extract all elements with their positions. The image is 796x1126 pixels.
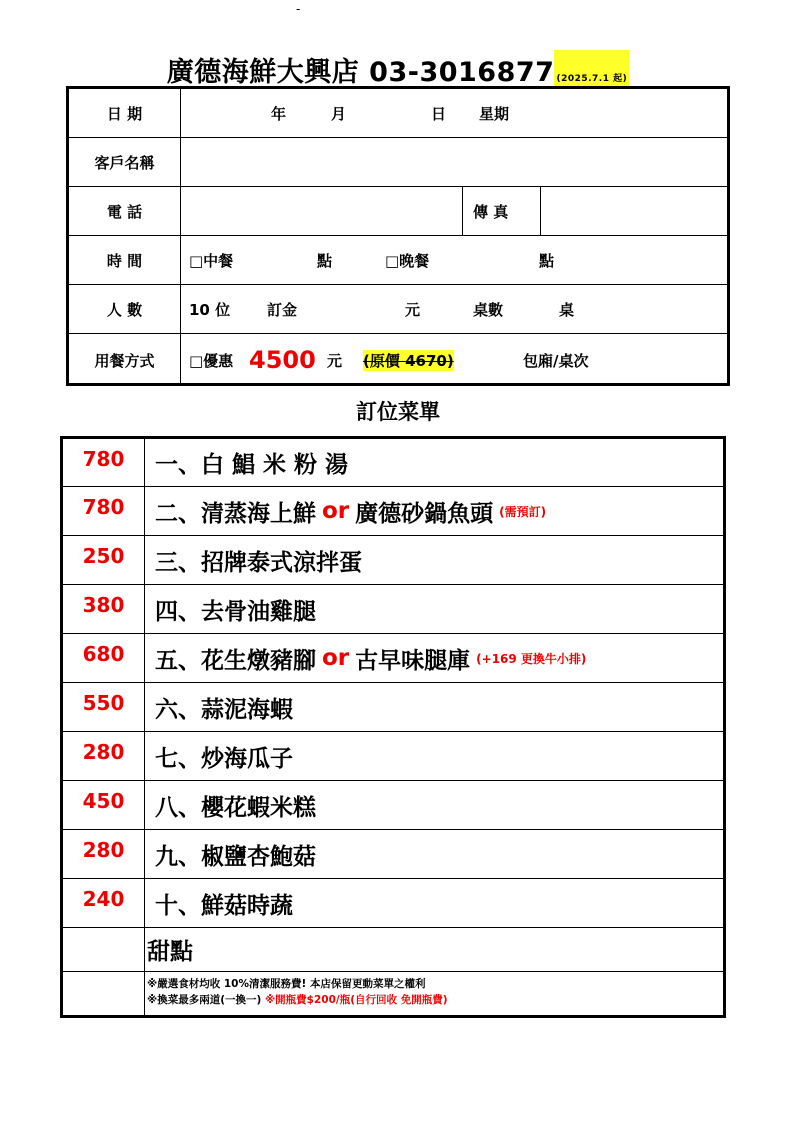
- room-option[interactable]: 包廂/桌次: [523, 351, 589, 370]
- month-label[interactable]: 月: [331, 104, 347, 123]
- note-line-2: ※換菜最多兩道(一換一): [147, 994, 262, 1006]
- menu-row-dessert: [63, 927, 723, 971]
- deposit-label: 訂金: [267, 300, 298, 319]
- note-line-1: ※嚴選食材均收 10%清潔服務費! 本店保留更動菜單之權利: [147, 978, 426, 990]
- menu-dish: 三、招牌泰式涼拌蛋: [155, 549, 362, 576]
- menu-price-empty: [63, 972, 145, 1015]
- menu-price: 280: [63, 830, 145, 878]
- menu-price: 780: [63, 487, 145, 535]
- customer-label: 客戶名稱: [69, 138, 181, 186]
- menu-row-3: [63, 535, 723, 584]
- menu-table: [60, 436, 726, 1018]
- customer-row: [69, 137, 727, 186]
- customer-field[interactable]: [181, 138, 721, 186]
- date-row: [69, 89, 727, 137]
- menu-dish: 六、蒜泥海蝦: [155, 696, 293, 723]
- dining-row: [69, 333, 727, 386]
- discount-unit: 元: [327, 351, 343, 370]
- dessert-label: 甜點: [147, 939, 193, 965]
- dinner-hour-unit: 點: [539, 251, 555, 270]
- effective-date-badge: (2025.7.1 起): [554, 50, 629, 86]
- menu-price: 550: [63, 683, 145, 731]
- menu-dish-alt: 廣德砂鍋魚頭: [355, 500, 494, 527]
- menu-or: or: [322, 645, 350, 671]
- phone-label: 電 話: [69, 187, 181, 235]
- day-label[interactable]: 日: [431, 104, 447, 123]
- people-label: 人 數: [69, 285, 181, 333]
- menu-row-1: [63, 439, 723, 486]
- phone-row: [69, 186, 727, 235]
- weekday-label[interactable]: 星期: [479, 104, 510, 123]
- store-name-phone: 廣德海鮮大興店 03-3016877: [166, 57, 555, 88]
- fax-label: 傳 真: [463, 187, 541, 235]
- menu-dish: 一、白 鯧 米 粉 湯: [155, 452, 349, 478]
- menu-title: 訂位菜單: [356, 400, 440, 424]
- menu-row-4: [63, 584, 723, 633]
- menu-notes: [147, 976, 448, 1008]
- menu-dish: 四、去骨油雞腿: [155, 598, 316, 625]
- menu-row-5: [63, 633, 723, 682]
- lunch-hour-unit: 點: [317, 251, 333, 270]
- menu-price: 450: [63, 781, 145, 829]
- fax-field[interactable]: [541, 187, 727, 235]
- menu-dish: 二、清蒸海上鮮: [155, 500, 316, 527]
- menu-dish: 九、椒鹽杏鮑菇: [155, 843, 316, 870]
- time-label: 時 間: [69, 236, 181, 284]
- menu-price: 680: [63, 634, 145, 682]
- date-label: 日 期: [69, 89, 181, 137]
- menu-row-notes: [63, 971, 723, 1015]
- menu-row-9: [63, 829, 723, 878]
- menu-price: 240: [63, 879, 145, 927]
- people-value[interactable]: 10 位: [189, 300, 231, 319]
- menu-row-6: [63, 682, 723, 731]
- reservation-form: [66, 86, 730, 386]
- tables-label: 桌數: [473, 300, 504, 319]
- discount-price: 4500: [249, 346, 316, 374]
- deposit-unit: 元: [405, 300, 421, 319]
- menu-dish: 十、鮮菇時蔬: [155, 892, 293, 919]
- menu-dish-alt: 古早味腿庫: [355, 647, 471, 674]
- menu-price: 280: [63, 732, 145, 780]
- menu-dish: 七、炒海瓜子: [155, 745, 293, 772]
- top-dash: -: [296, 2, 301, 16]
- menu-row-7: [63, 731, 723, 780]
- year-label[interactable]: 年: [271, 104, 287, 123]
- page-title: [0, 50, 796, 89]
- time-row: [69, 235, 727, 284]
- menu-row-8: [63, 780, 723, 829]
- people-row: [69, 284, 727, 333]
- dinner-checkbox[interactable]: □晚餐: [385, 251, 430, 270]
- menu-note: (+169 更換牛小排): [476, 651, 587, 666]
- phone-field[interactable]: [181, 187, 463, 235]
- menu-price-empty: [63, 928, 145, 971]
- menu-or: or: [322, 498, 350, 524]
- tables-unit: 桌: [559, 300, 575, 319]
- lunch-checkbox[interactable]: □中餐: [189, 251, 234, 270]
- menu-price: 380: [63, 585, 145, 633]
- discount-checkbox[interactable]: □優惠: [189, 351, 234, 370]
- menu-dish: 八、櫻花蝦米糕: [155, 794, 316, 821]
- note-line-2-red: ※開瓶費$200/瓶(自行回收 免開瓶費): [264, 994, 448, 1006]
- menu-note: (需預訂): [499, 504, 547, 519]
- menu-row-2: [63, 486, 723, 535]
- menu-dish: 五、花生燉豬腳: [155, 647, 316, 674]
- original-price: (原價 4670): [363, 351, 454, 370]
- menu-price: 780: [63, 439, 145, 486]
- menu-price: 250: [63, 536, 145, 584]
- dining-label: 用餐方式: [69, 334, 181, 386]
- menu-row-10: [63, 878, 723, 927]
